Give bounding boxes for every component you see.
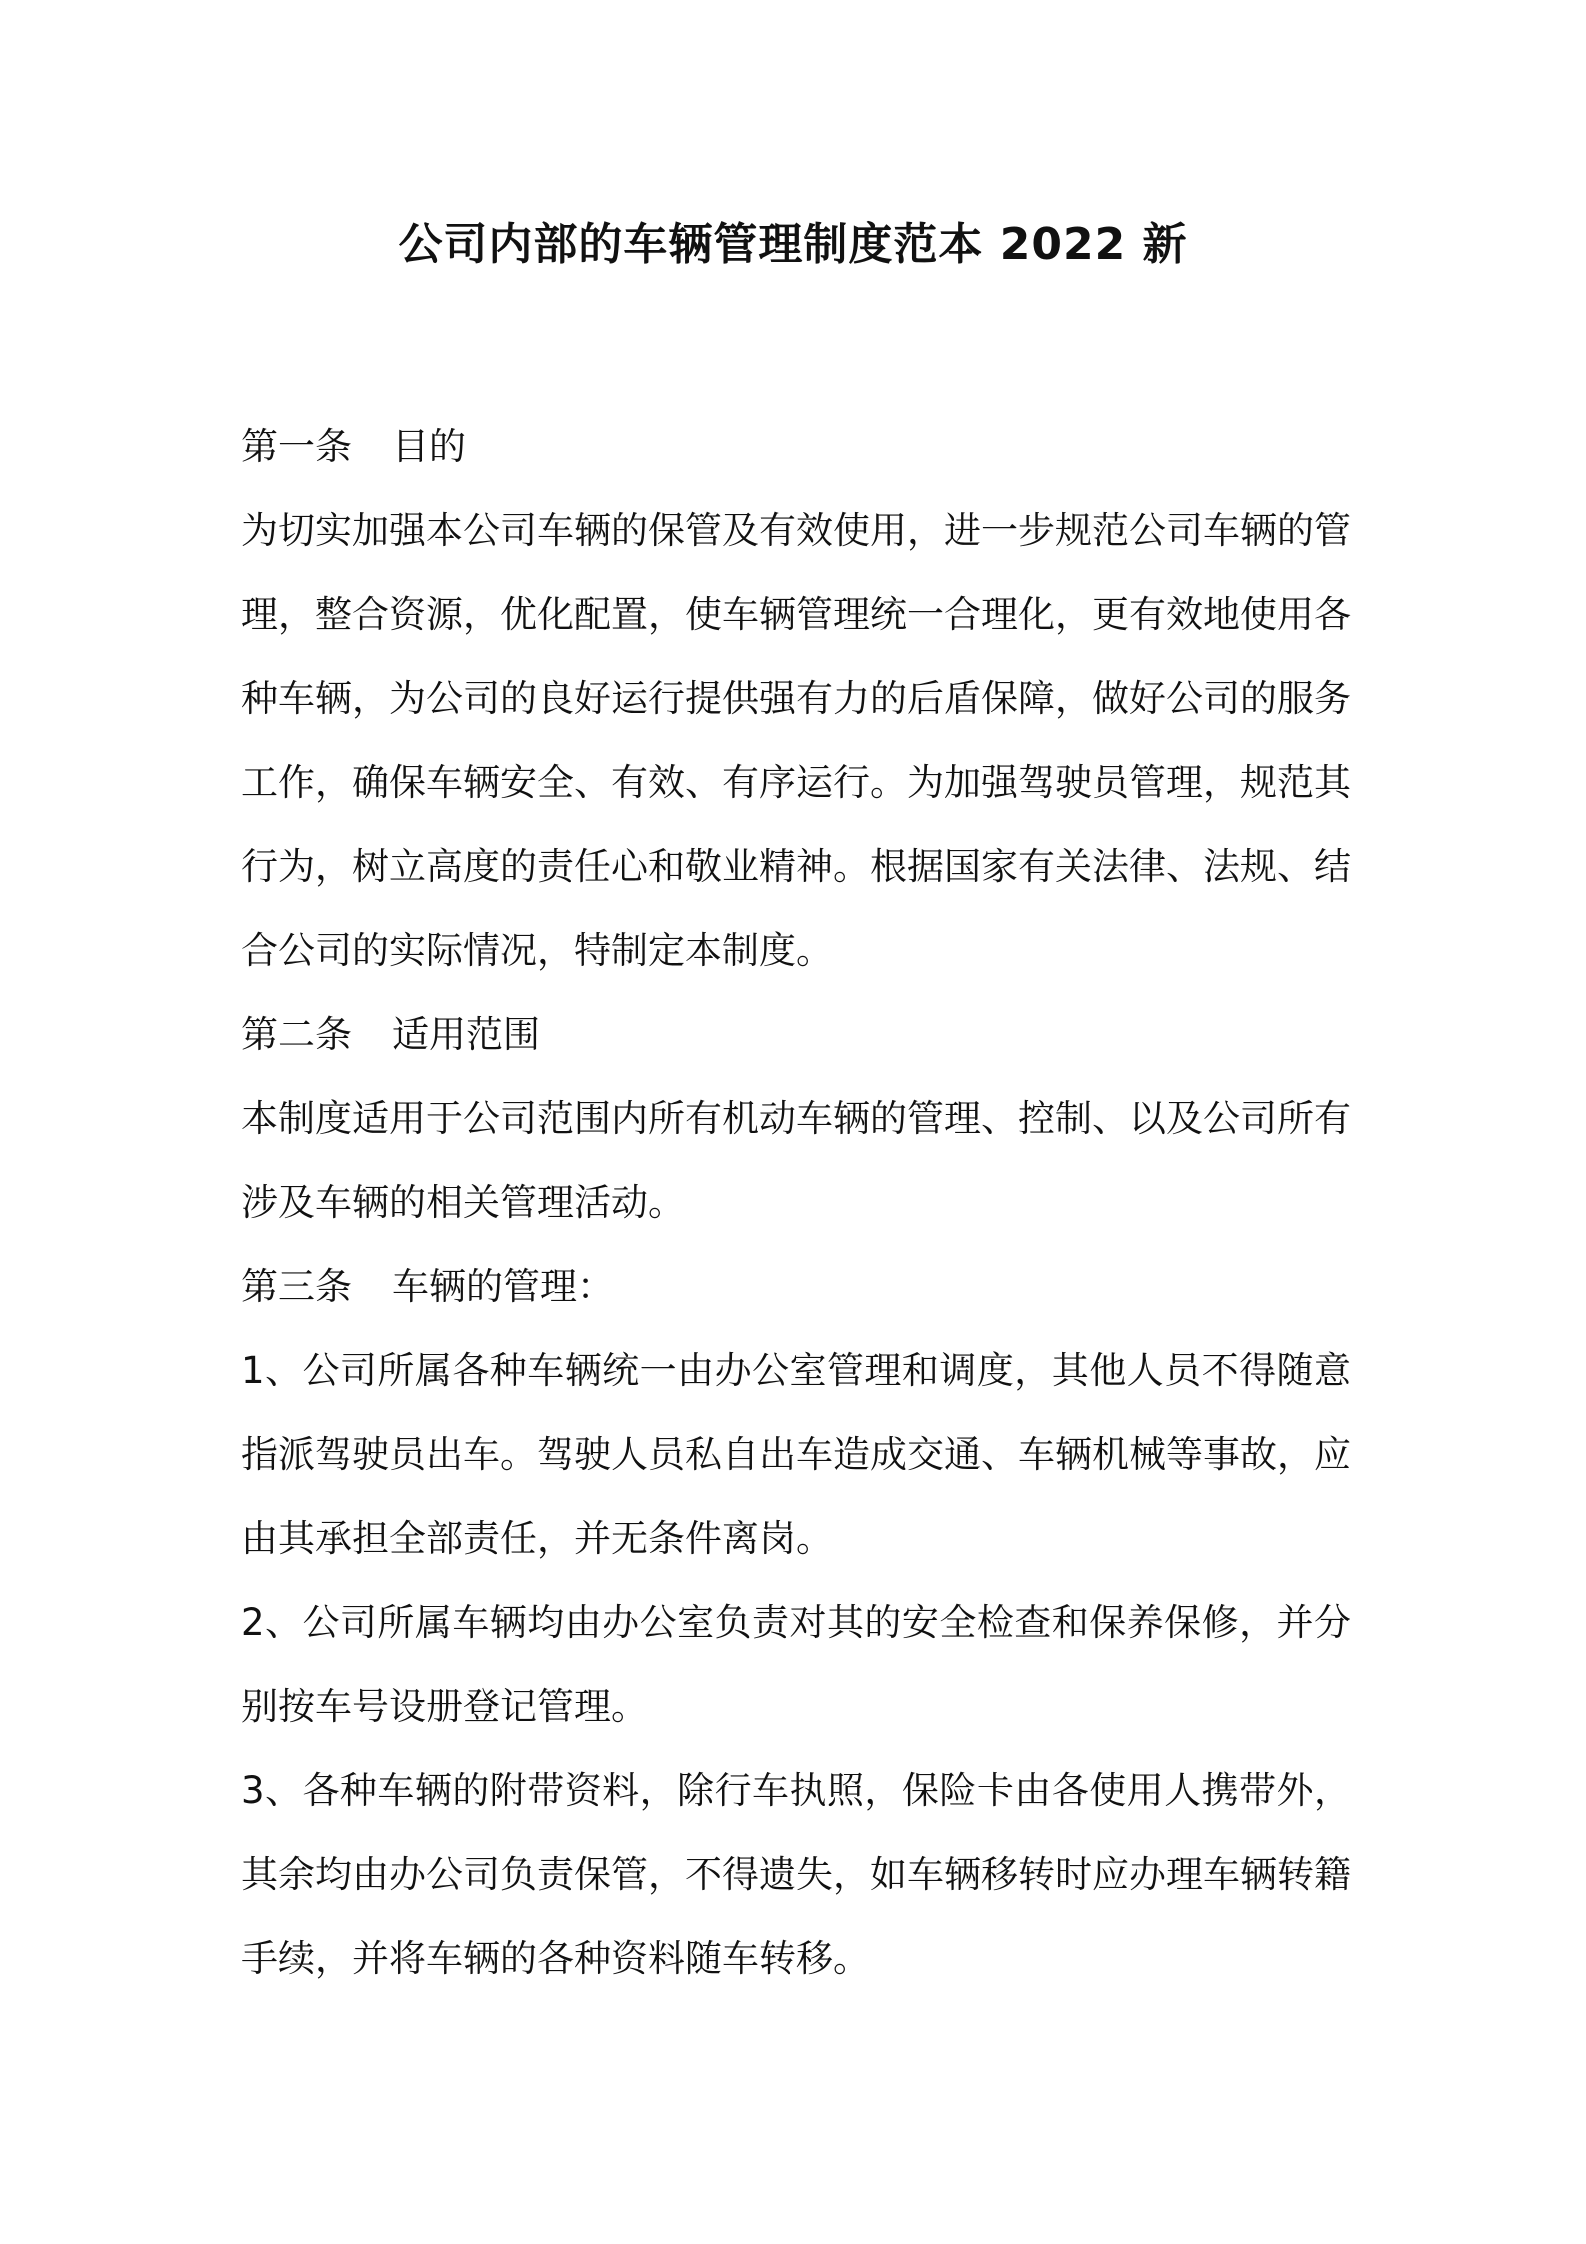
article-number: 第三条 — [241, 1265, 352, 1308]
article-number: 第二条 — [241, 1013, 352, 1056]
paragraph: 1、公司所属各种车辆统一由办公室管理和调度，其他人员不得随意指派驾驶员出车。驾驶人员私自出车造成交通、车辆机械等事故，应由其承担全部责任，并无条件离岗。 — [241, 1349, 1351, 1560]
article-number: 第一条 — [241, 425, 352, 468]
document-title: 公司内部的车辆管理制度范本 2022 新 — [398, 219, 1188, 270]
article-heading: 适用范围 — [392, 1013, 540, 1056]
article-heading: 车辆的管理： — [392, 1265, 614, 1308]
paragraph: 2、公司所属车辆均由办公室负责对其的安全检查和保养保修，并分别按车号设册登记管理。 — [241, 1601, 1351, 1728]
section-heading-1 — [241, 405, 1351, 489]
paragraph: 3、各种车辆的附带资料，除行车执照，保险卡由各使用人携带外，其余均由办公司负责保管，不得遗失，如车辆移转时应办理车辆转籍手续，并将车辆的各种资料随车转移。 — [241, 1769, 1351, 1980]
document-body — [241, 405, 1351, 2001]
paragraph: 为切实加强本公司车辆的保管及有效使用，进一步规范公司车辆的管理，整合资源，优化配置，使车辆管理统一合理化，更有效地使用各种车辆，为公司的良好运行提供强有力的后盾保障，做好公司的服务工作，确保车辆安全、有效、有序运行。为加强驾驶员管理，规范其行为，树立高度的责任心和敬业精神。根据国家有关法律、法规、结合公司的实际情况，特制定本制度。 — [241, 509, 1351, 972]
section-heading-2 — [241, 993, 1351, 1077]
section-heading-3 — [241, 1245, 1351, 1329]
article-heading: 目的 — [392, 425, 466, 468]
paragraph: 本制度适用于公司范围内所有机动车辆的管理、控制、以及公司所有涉及车辆的相关管理活动。 — [241, 1097, 1351, 1224]
